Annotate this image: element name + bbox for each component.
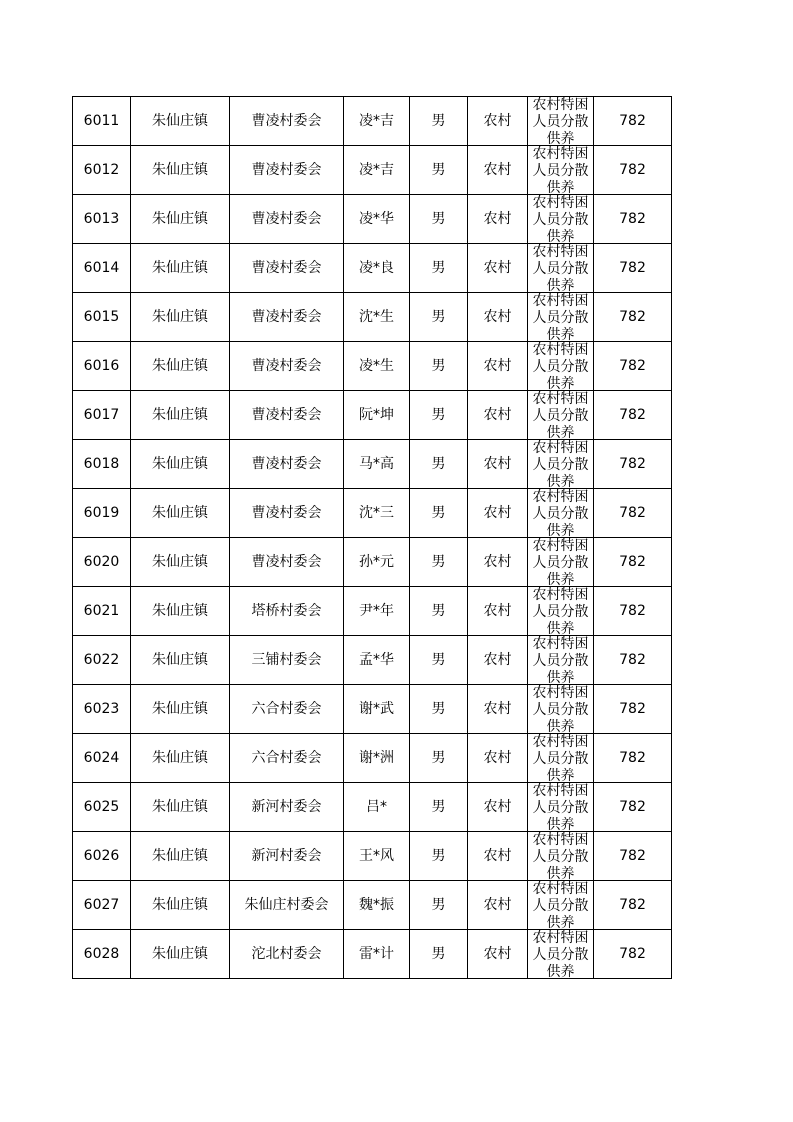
cell-amount: 782 (594, 342, 672, 391)
cell-amount: 782 (594, 587, 672, 636)
roster-table (72, 96, 672, 979)
cell-name: 尹*年 (344, 587, 410, 636)
cell-amount: 782 (594, 783, 672, 832)
cell-type (528, 342, 594, 391)
table-row (73, 489, 672, 538)
cell-id: 6013 (73, 195, 131, 244)
cell-name: 沈*生 (344, 293, 410, 342)
cell-type (528, 440, 594, 489)
cell-name: 凌*吉 (344, 146, 410, 195)
cell-name: 凌*华 (344, 195, 410, 244)
cell-village: 曹凌村委会 (230, 195, 344, 244)
cell-amount: 782 (594, 832, 672, 881)
cell-area: 农村 (468, 440, 528, 489)
cell-id: 6021 (73, 587, 131, 636)
table-row (73, 342, 672, 391)
table-row (73, 293, 672, 342)
cell-name: 吕* (344, 783, 410, 832)
cell-area: 农村 (468, 783, 528, 832)
cell-town: 朱仙庄镇 (131, 391, 230, 440)
cell-gender: 男 (410, 783, 468, 832)
cell-type-text: 农村特困人员分散供养 (532, 292, 589, 341)
cell-area: 农村 (468, 538, 528, 587)
cell-id: 6014 (73, 244, 131, 293)
cell-name: 魏*振 (344, 881, 410, 930)
cell-type-text: 农村特困人员分散供养 (532, 194, 589, 243)
cell-area: 农村 (468, 832, 528, 881)
cell-name: 王*风 (344, 832, 410, 881)
cell-amount: 782 (594, 685, 672, 734)
cell-amount: 782 (594, 930, 672, 979)
cell-id: 6028 (73, 930, 131, 979)
cell-type-text: 农村特困人员分散供养 (532, 880, 589, 929)
cell-village: 六合村委会 (230, 734, 344, 783)
cell-id: 6024 (73, 734, 131, 783)
table-row (73, 244, 672, 293)
cell-name: 谢*洲 (344, 734, 410, 783)
cell-gender: 男 (410, 244, 468, 293)
cell-town: 朱仙庄镇 (131, 930, 230, 979)
cell-type-text: 农村特困人员分散供养 (532, 684, 589, 733)
cell-id: 6020 (73, 538, 131, 587)
cell-town: 朱仙庄镇 (131, 832, 230, 881)
cell-town: 朱仙庄镇 (131, 587, 230, 636)
cell-type (528, 930, 594, 979)
cell-amount: 782 (594, 636, 672, 685)
table-row (73, 146, 672, 195)
cell-id: 6012 (73, 146, 131, 195)
table-row (73, 195, 672, 244)
cell-type (528, 391, 594, 440)
cell-type (528, 293, 594, 342)
cell-name: 马*高 (344, 440, 410, 489)
cell-area: 农村 (468, 587, 528, 636)
cell-amount: 782 (594, 293, 672, 342)
cell-village: 新河村委会 (230, 832, 344, 881)
cell-name: 孙*元 (344, 538, 410, 587)
table-row (73, 440, 672, 489)
cell-gender: 男 (410, 342, 468, 391)
cell-type-text: 农村特困人员分散供养 (532, 96, 589, 145)
cell-area: 农村 (468, 293, 528, 342)
cell-name: 凌*生 (344, 342, 410, 391)
cell-town: 朱仙庄镇 (131, 342, 230, 391)
cell-gender: 男 (410, 146, 468, 195)
cell-gender: 男 (410, 195, 468, 244)
cell-name: 沈*三 (344, 489, 410, 538)
cell-town: 朱仙庄镇 (131, 146, 230, 195)
cell-village: 曹凌村委会 (230, 489, 344, 538)
cell-town: 朱仙庄镇 (131, 97, 230, 146)
cell-id: 6018 (73, 440, 131, 489)
cell-type-text: 农村特困人员分散供养 (532, 145, 589, 194)
cell-village: 六合村委会 (230, 685, 344, 734)
table-row (73, 636, 672, 685)
cell-village: 曹凌村委会 (230, 146, 344, 195)
cell-type-text: 农村特困人员分散供养 (532, 390, 589, 439)
cell-type (528, 832, 594, 881)
cell-gender: 男 (410, 881, 468, 930)
cell-town: 朱仙庄镇 (131, 293, 230, 342)
cell-village: 曹凌村委会 (230, 391, 344, 440)
cell-area: 农村 (468, 489, 528, 538)
cell-type-text: 农村特困人员分散供养 (532, 831, 589, 880)
cell-type (528, 881, 594, 930)
cell-type-text: 农村特困人员分散供养 (532, 537, 589, 586)
cell-village: 曹凌村委会 (230, 244, 344, 293)
cell-area: 农村 (468, 685, 528, 734)
cell-id: 6026 (73, 832, 131, 881)
cell-village: 塔桥村委会 (230, 587, 344, 636)
cell-gender: 男 (410, 636, 468, 685)
cell-name: 孟*华 (344, 636, 410, 685)
cell-type (528, 685, 594, 734)
cell-type (528, 783, 594, 832)
cell-town: 朱仙庄镇 (131, 783, 230, 832)
cell-id: 6016 (73, 342, 131, 391)
cell-type (528, 538, 594, 587)
cell-type (528, 146, 594, 195)
cell-village: 曹凌村委会 (230, 538, 344, 587)
cell-amount: 782 (594, 97, 672, 146)
cell-type (528, 244, 594, 293)
cell-type-text: 农村特困人员分散供养 (532, 586, 589, 635)
table-row (73, 587, 672, 636)
cell-area: 农村 (468, 146, 528, 195)
cell-amount: 782 (594, 881, 672, 930)
cell-area: 农村 (468, 195, 528, 244)
cell-type (528, 636, 594, 685)
cell-town: 朱仙庄镇 (131, 636, 230, 685)
roster-sheet (72, 96, 671, 979)
cell-amount: 782 (594, 195, 672, 244)
cell-gender: 男 (410, 930, 468, 979)
cell-gender: 男 (410, 293, 468, 342)
cell-amount: 782 (594, 146, 672, 195)
cell-village: 沱北村委会 (230, 930, 344, 979)
table-row (73, 685, 672, 734)
cell-id: 6017 (73, 391, 131, 440)
cell-area: 农村 (468, 244, 528, 293)
cell-town: 朱仙庄镇 (131, 881, 230, 930)
cell-amount: 782 (594, 391, 672, 440)
cell-gender: 男 (410, 97, 468, 146)
cell-town: 朱仙庄镇 (131, 440, 230, 489)
table-row (73, 734, 672, 783)
cell-area: 农村 (468, 97, 528, 146)
cell-name: 阮*坤 (344, 391, 410, 440)
table-row (73, 832, 672, 881)
cell-village: 曹凌村委会 (230, 440, 344, 489)
cell-amount: 782 (594, 244, 672, 293)
cell-town: 朱仙庄镇 (131, 685, 230, 734)
cell-id: 6011 (73, 97, 131, 146)
cell-gender: 男 (410, 391, 468, 440)
cell-gender: 男 (410, 587, 468, 636)
cell-type-text: 农村特困人员分散供养 (532, 929, 589, 978)
cell-village: 朱仙庄村委会 (230, 881, 344, 930)
cell-type (528, 97, 594, 146)
cell-area: 农村 (468, 342, 528, 391)
cell-type (528, 195, 594, 244)
cell-town: 朱仙庄镇 (131, 538, 230, 587)
cell-name: 凌*良 (344, 244, 410, 293)
cell-village: 曹凌村委会 (230, 293, 344, 342)
roster-body (73, 97, 672, 979)
cell-gender: 男 (410, 538, 468, 587)
table-row (73, 391, 672, 440)
cell-id: 6027 (73, 881, 131, 930)
cell-village: 三铺村委会 (230, 636, 344, 685)
cell-type-text: 农村特困人员分散供养 (532, 243, 589, 292)
cell-type-text: 农村特困人员分散供养 (532, 341, 589, 390)
table-row (73, 783, 672, 832)
cell-amount: 782 (594, 734, 672, 783)
cell-type-text: 农村特困人员分散供养 (532, 733, 589, 782)
cell-village: 曹凌村委会 (230, 97, 344, 146)
cell-village: 曹凌村委会 (230, 342, 344, 391)
cell-type-text: 农村特困人员分散供养 (532, 488, 589, 537)
cell-area: 农村 (468, 930, 528, 979)
cell-id: 6025 (73, 783, 131, 832)
cell-type-text: 农村特困人员分散供养 (532, 439, 589, 488)
cell-type (528, 587, 594, 636)
cell-town: 朱仙庄镇 (131, 734, 230, 783)
cell-type-text: 农村特困人员分散供养 (532, 782, 589, 831)
cell-gender: 男 (410, 489, 468, 538)
table-row (73, 930, 672, 979)
table-row (73, 97, 672, 146)
cell-village: 新河村委会 (230, 783, 344, 832)
cell-name: 谢*武 (344, 685, 410, 734)
cell-gender: 男 (410, 734, 468, 783)
cell-id: 6019 (73, 489, 131, 538)
cell-id: 6023 (73, 685, 131, 734)
cell-id: 6015 (73, 293, 131, 342)
cell-gender: 男 (410, 440, 468, 489)
cell-amount: 782 (594, 440, 672, 489)
cell-area: 农村 (468, 734, 528, 783)
cell-id: 6022 (73, 636, 131, 685)
cell-name: 凌*吉 (344, 97, 410, 146)
cell-amount: 782 (594, 538, 672, 587)
table-row (73, 538, 672, 587)
cell-town: 朱仙庄镇 (131, 489, 230, 538)
cell-type-text: 农村特困人员分散供养 (532, 635, 589, 684)
table-row (73, 881, 672, 930)
cell-gender: 男 (410, 832, 468, 881)
cell-gender: 男 (410, 685, 468, 734)
cell-area: 农村 (468, 881, 528, 930)
cell-area: 农村 (468, 636, 528, 685)
cell-area: 农村 (468, 391, 528, 440)
cell-type (528, 734, 594, 783)
cell-town: 朱仙庄镇 (131, 244, 230, 293)
cell-name: 雷*计 (344, 930, 410, 979)
cell-town: 朱仙庄镇 (131, 195, 230, 244)
cell-type (528, 489, 594, 538)
cell-amount: 782 (594, 489, 672, 538)
